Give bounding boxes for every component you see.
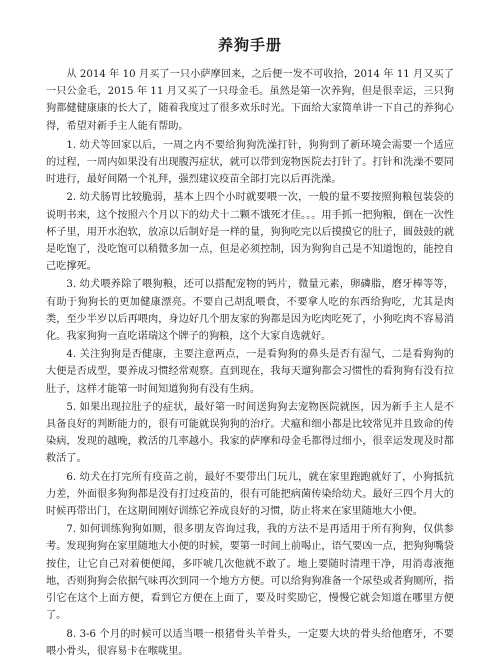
paragraph-8: 8. 3-6 个月的时候可以适当喂一根猪骨头羊骨头，一定要大块的骨头给他磨牙，不要喂小骨头，很容易卡在喉咙里。 — [46, 628, 454, 657]
paragraph-3: 3. 幼犬喂养除了喂狗粮，还可以搭配宠物的钙片，微量元素，卵磷脂，磨牙棒等等，有助于狗狗长的更加健康漂亮。不要自己胡乱喂食，不要拿人吃的东西给狗吃，尤其是肉类，至少半岁以后再喂肉，身边好几个朋友家的狗都是因为吃肉吃死了，小狗吃肉不容易消化。我家狗狗一直吃诺瑞这个牌子的狗粮，这个大家自选就好。 — [46, 279, 454, 343]
paragraph-5: 5. 如果出现拉肚子的症状，最好第一时间送狗狗去宠物医院就医，因为新手主人是不具备良好的判断能力的，很有可能就误狗狗的治疗。犬瘟和细小都是比较常见并且致命的传染病，发现的越晚，救活的几率越小。我家的萨摩和母金毛都得过细小，很幸运发现及时都救活了。 — [46, 401, 454, 465]
paragraph-6: 6. 幼犬在打完所有疫苗之前，最好不要带出门玩儿，就在家里跑跑就好了，小狗抵抗力差，外面很多狗狗都是没有打过疫苗的，很有可能把病菌传染给幼犬。最好三四个月大的时候再带出门，在这期间刚好训练它养成良好的习惯，防止将来在家里随地大小便。 — [46, 471, 454, 518]
document-title: 养狗手册 — [217, 36, 282, 54]
paragraph-4: 4. 关注狗狗是否健康，主要注意两点，一是看狗狗的鼻头是否有湿气，二是看狗狗的大便是否成型，要养成习惯经常观察。直到现在，我每天遛狗都会习惯性的看狗狗有没有拉肚子，这样才能第一时间知道狗狗有没有生病。 — [46, 349, 454, 395]
paragraph-2: 2. 幼犬肠胃比较脆弱，基本上四个小时就要喂一次，一般的量不要按照狗粮包装袋的说明书来，这个按照六个月以下的幼犬十二颗不饿死才佳。。。用手抓一把狗粮，倒在一次性杯子里，用开水泡软，放凉以后制好是一样的量，狗狗吃完以后摸摸它的肚子，圆鼓鼓的就是吃饱了，没吃饱可以稍微多加一点，但是必须控制，因为狗狗自己是不知道饱的，能控自己吃撑死。 — [46, 192, 454, 273]
paragraph-7: 7. 如何训练狗狗如厕，很多朋友咨询过我，我的方法不是再适用于所有狗狗，仅供参考。发现狗狗在家里随地大小便的时候，要第一时间上前喝止，语气要凶一点，把狗狗嘴袋按住，让它自己对着便便闻，多吓唬几次他就不敢了。地上要随时清理干净，用消毒液拖地，否则狗狗会依据气味再次到同一个地方方便。可以给狗狗准备一个尿垫或者狗厕所，指引它在这个上面方便，看到它方便在上面了，要及时奖励它，慢慢它就会知道在哪里方便了。 — [46, 524, 454, 622]
paragraph-1: 1. 幼犬等回家以后，一周之内不要给狗狗洗澡打针，狗狗到了新环境会需要一个适应的过程，一周内如果没有出现腹泻症状，就可以带到宠物医院去打针了。打针和洗澡不要同时进行，最好间隔一个礼拜，强烈建议疫苗全部打完以后再洗澡。 — [46, 139, 454, 186]
intro-paragraph: 从 2014 年 10 月买了一只小萨摩回来，之后便一发不可收拾，2014 年 11 月又买了一只公金毛，2015 年 11 月又买了一只母金毛。虽然是第一次养狗，但是很幸运，三只狗狗都健健康康的长大了，随着我度过了很多欢乐时光。下面给大家简单讲一下自己的养狗心得，希望对新手主人能有帮助。 — [46, 69, 454, 132]
